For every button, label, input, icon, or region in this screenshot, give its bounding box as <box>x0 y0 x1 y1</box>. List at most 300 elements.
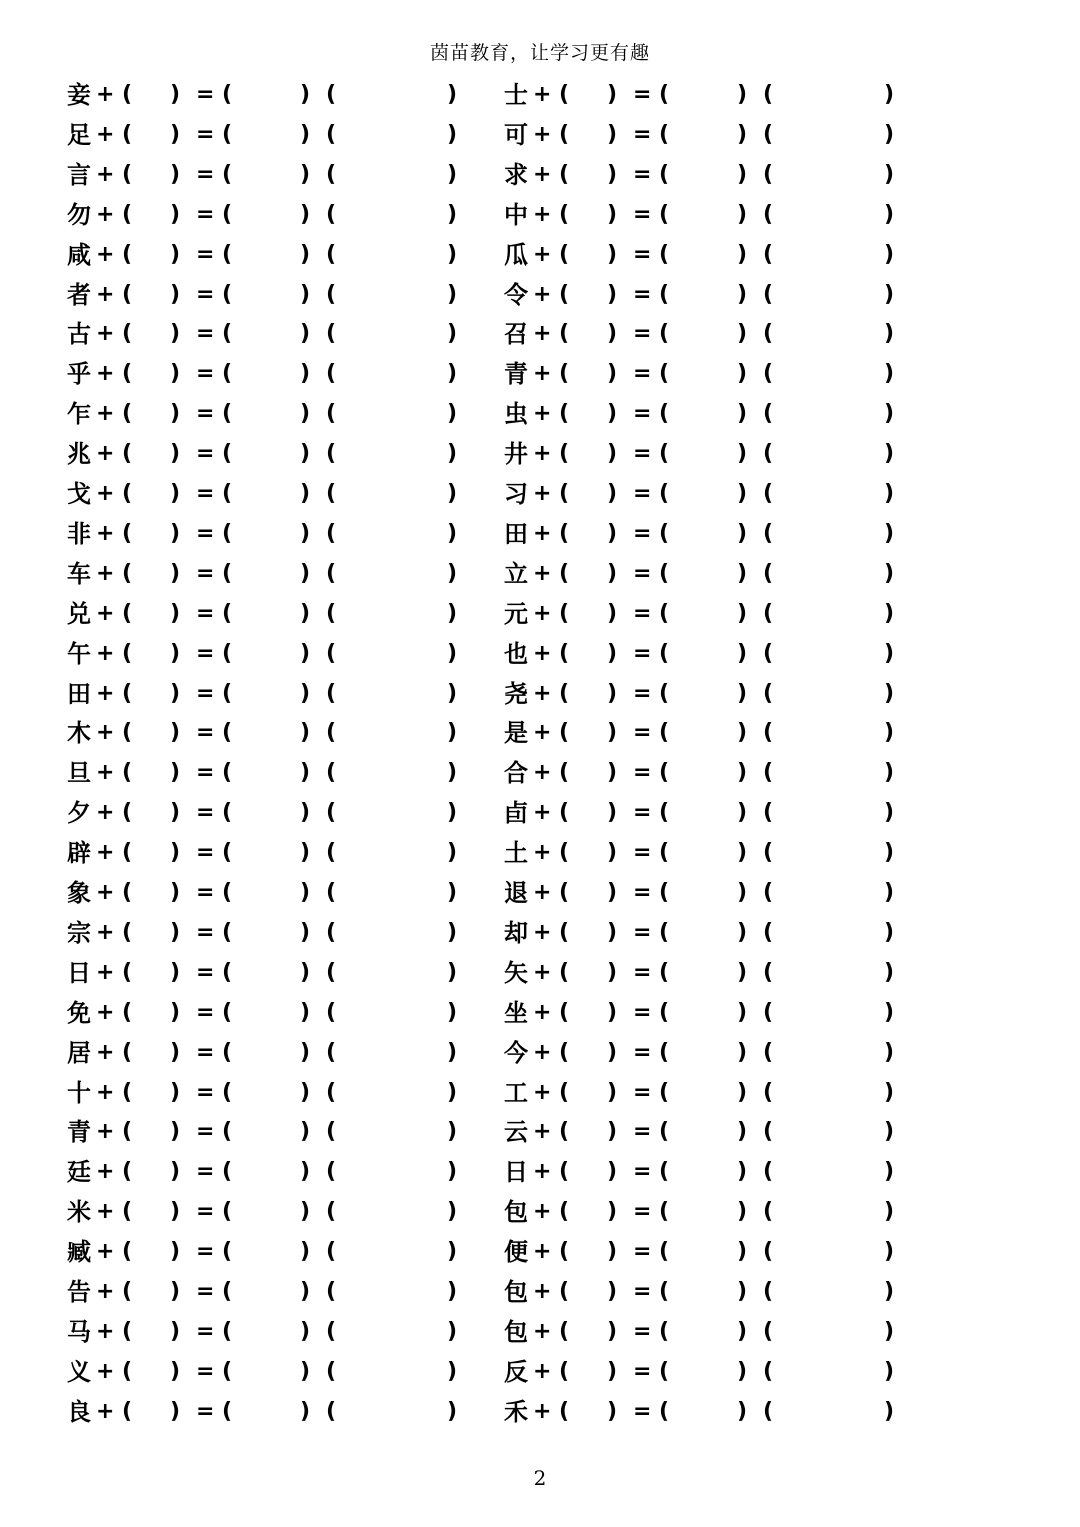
answer-char-open-paren: ( <box>659 760 670 786</box>
answer-char-open-paren: ( <box>222 161 233 187</box>
plus-sign: + <box>96 1279 115 1304</box>
plus-sign: + <box>96 361 115 387</box>
plus-sign: + <box>96 919 115 945</box>
exercise-row <box>0 594 1080 634</box>
blank-open-paren: ( <box>559 1119 570 1145</box>
answer-word-open-paren: ( <box>326 201 337 227</box>
answer-char-close-paren: ) <box>737 1239 748 1265</box>
plus-sign: + <box>533 1358 552 1384</box>
blank-close-paren: ) <box>607 201 618 227</box>
answer-word-open-paren: ( <box>326 321 337 347</box>
answer-char-close-paren: ) <box>300 1119 311 1145</box>
answer-char-open-paren: ( <box>659 121 670 147</box>
answer-word-close-paren: ) <box>447 880 458 905</box>
answer-word-close-paren: ) <box>447 201 458 227</box>
answer-char-close-paren: ) <box>300 640 311 666</box>
blank-open-paren: ( <box>559 361 570 387</box>
blank-open-paren: ( <box>559 241 570 267</box>
exercise-row <box>0 235 1080 275</box>
answer-char-open-paren: ( <box>222 1039 233 1065</box>
equals-sign: = <box>633 121 652 147</box>
answer-char-open-paren: ( <box>222 121 233 147</box>
equals-sign: = <box>633 680 652 706</box>
answer-word-close-paren: ) <box>884 880 895 905</box>
equals-sign: = <box>196 441 215 467</box>
answer-char-open-paren: ( <box>222 1279 233 1304</box>
blank-open-paren: ( <box>122 1398 133 1424</box>
equals-sign: = <box>633 1318 652 1344</box>
answer-word-close-paren: ) <box>884 1119 895 1145</box>
equals-sign: = <box>196 680 215 706</box>
plus-sign: + <box>96 800 115 826</box>
answer-word-open-paren: ( <box>326 600 337 626</box>
answer-word-open-paren: ( <box>326 1239 337 1265</box>
exercise-row <box>0 793 1080 833</box>
answer-word-close-paren: ) <box>447 321 458 347</box>
blank-close-paren: ) <box>607 481 618 506</box>
blank-close-paren: ) <box>170 880 181 905</box>
plus-sign: + <box>533 959 552 985</box>
base-character: 乎 <box>67 359 91 389</box>
answer-char-open-paren: ( <box>659 441 670 467</box>
blank-open-paren: ( <box>122 680 133 706</box>
plus-sign: + <box>533 321 552 347</box>
answer-char-open-paren: ( <box>222 1239 233 1265</box>
answer-word-close-paren: ) <box>447 1398 458 1424</box>
answer-char-close-paren: ) <box>300 959 311 985</box>
answer-char-close-paren: ) <box>737 560 748 586</box>
answer-word-close-paren: ) <box>447 82 458 107</box>
equals-sign: = <box>196 321 215 347</box>
answer-word-open-paren: ( <box>326 361 337 387</box>
blank-close-paren: ) <box>607 680 618 706</box>
answer-char-open-paren: ( <box>222 1199 233 1225</box>
blank-close-paren: ) <box>170 1079 181 1105</box>
equals-sign: = <box>633 401 652 427</box>
answer-word-close-paren: ) <box>447 959 458 985</box>
equals-sign: = <box>633 281 652 307</box>
answer-word-open-paren: ( <box>763 600 774 626</box>
equals-sign: = <box>633 481 652 506</box>
plus-sign: + <box>96 600 115 626</box>
answer-word-close-paren: ) <box>884 640 895 666</box>
blank-open-paren: ( <box>559 481 570 506</box>
answer-char-open-paren: ( <box>222 1358 233 1384</box>
exercise-row <box>0 1112 1080 1152</box>
blank-open-paren: ( <box>122 1279 133 1304</box>
blank-close-paren: ) <box>170 161 181 187</box>
answer-char-close-paren: ) <box>737 919 748 945</box>
exercise-row <box>0 75 1080 115</box>
base-character: 辟 <box>67 838 91 868</box>
base-character: 廷 <box>67 1157 91 1187</box>
blank-close-paren: ) <box>170 840 181 866</box>
plus-sign: + <box>96 880 115 905</box>
answer-word-open-paren: ( <box>763 1199 774 1225</box>
answer-char-close-paren: ) <box>737 441 748 467</box>
base-character: 士 <box>504 80 528 109</box>
answer-word-close-paren: ) <box>447 760 458 786</box>
equals-sign: = <box>196 1239 215 1265</box>
plus-sign: + <box>533 520 552 546</box>
answer-word-close-paren: ) <box>447 121 458 147</box>
blank-open-paren: ( <box>122 361 133 387</box>
answer-word-open-paren: ( <box>763 720 774 746</box>
equals-sign: = <box>196 1358 215 1384</box>
base-character: 便 <box>504 1237 528 1267</box>
answer-char-close-paren: ) <box>300 121 311 147</box>
plus-sign: + <box>533 720 552 746</box>
answer-char-open-paren: ( <box>222 880 233 905</box>
blank-open-paren: ( <box>122 760 133 786</box>
answer-char-close-paren: ) <box>300 999 311 1025</box>
equals-sign: = <box>633 161 652 187</box>
plus-sign: + <box>96 720 115 746</box>
answer-word-open-paren: ( <box>326 1199 337 1225</box>
base-character: 矢 <box>504 957 528 987</box>
page-number: 2 <box>533 1466 547 1490</box>
equals-sign: = <box>633 1398 652 1424</box>
base-character: 元 <box>504 598 528 628</box>
exercise-row <box>0 1312 1080 1352</box>
answer-word-open-paren: ( <box>326 720 337 746</box>
blank-close-paren: ) <box>607 600 618 626</box>
blank-open-paren: ( <box>559 959 570 985</box>
blank-open-paren: ( <box>559 680 570 706</box>
equals-sign: = <box>196 361 215 387</box>
blank-open-paren: ( <box>559 760 570 786</box>
answer-char-close-paren: ) <box>737 1159 748 1185</box>
answer-char-open-paren: ( <box>659 321 670 347</box>
blank-open-paren: ( <box>559 1398 570 1424</box>
answer-word-open-paren: ( <box>763 201 774 227</box>
answer-word-open-paren: ( <box>763 82 774 107</box>
answer-word-open-paren: ( <box>763 1079 774 1105</box>
blank-open-paren: ( <box>122 720 133 746</box>
base-character: 可 <box>504 119 528 149</box>
answer-word-open-paren: ( <box>763 361 774 387</box>
blank-open-paren: ( <box>559 161 570 187</box>
plus-sign: + <box>96 1119 115 1145</box>
plus-sign: + <box>533 680 552 706</box>
answer-word-open-paren: ( <box>326 1039 337 1065</box>
equals-sign: = <box>196 999 215 1025</box>
blank-open-paren: ( <box>559 640 570 666</box>
plus-sign: + <box>96 481 115 506</box>
answer-word-open-paren: ( <box>763 441 774 467</box>
blank-open-paren: ( <box>122 1318 133 1344</box>
blank-close-paren: ) <box>607 241 618 267</box>
blank-close-paren: ) <box>607 1398 618 1424</box>
exercise-row <box>0 753 1080 793</box>
answer-char-open-paren: ( <box>659 241 670 267</box>
base-character: 臧 <box>67 1237 91 1267</box>
answer-word-open-paren: ( <box>326 919 337 945</box>
blank-open-paren: ( <box>559 1159 570 1185</box>
base-character: 青 <box>67 1117 91 1147</box>
answer-char-close-paren: ) <box>737 121 748 147</box>
plus-sign: + <box>96 201 115 227</box>
plus-sign: + <box>533 880 552 905</box>
answer-char-close-paren: ) <box>737 520 748 546</box>
answer-char-close-paren: ) <box>737 281 748 307</box>
base-character: 土 <box>504 838 528 868</box>
answer-char-open-paren: ( <box>659 1239 670 1265</box>
answer-char-open-paren: ( <box>222 401 233 427</box>
blank-close-paren: ) <box>607 1079 618 1105</box>
answer-word-open-paren: ( <box>326 760 337 786</box>
blank-close-paren: ) <box>607 1199 618 1225</box>
equals-sign: = <box>196 720 215 746</box>
equals-sign: = <box>196 760 215 786</box>
answer-char-close-paren: ) <box>737 720 748 746</box>
plus-sign: + <box>533 1199 552 1225</box>
blank-open-paren: ( <box>559 441 570 467</box>
blank-close-paren: ) <box>170 720 181 746</box>
base-character: 工 <box>504 1077 528 1107</box>
answer-char-close-paren: ) <box>300 281 311 307</box>
answer-word-close-paren: ) <box>447 560 458 586</box>
blank-close-paren: ) <box>170 401 181 427</box>
answer-word-open-paren: ( <box>326 121 337 147</box>
answer-char-open-paren: ( <box>222 441 233 467</box>
equals-sign: = <box>633 1279 652 1304</box>
base-character: 免 <box>67 997 91 1027</box>
answer-char-open-paren: ( <box>222 481 233 506</box>
equals-sign: = <box>196 161 215 187</box>
base-character: 田 <box>67 678 91 708</box>
base-character: 求 <box>504 159 528 189</box>
base-character: 日 <box>504 1157 528 1187</box>
answer-word-open-paren: ( <box>326 1279 337 1304</box>
answer-word-open-paren: ( <box>763 560 774 586</box>
answer-char-close-paren: ) <box>300 800 311 826</box>
blank-open-paren: ( <box>559 1318 570 1344</box>
answer-char-close-paren: ) <box>300 481 311 506</box>
answer-char-close-paren: ) <box>737 1199 748 1225</box>
answer-word-close-paren: ) <box>447 520 458 546</box>
answer-char-close-paren: ) <box>300 760 311 786</box>
exercise-row <box>0 434 1080 474</box>
blank-open-paren: ( <box>559 281 570 307</box>
plus-sign: + <box>96 82 115 107</box>
blank-close-paren: ) <box>170 800 181 826</box>
blank-close-paren: ) <box>607 560 618 586</box>
answer-char-close-paren: ) <box>300 361 311 387</box>
base-character: 车 <box>67 558 91 588</box>
answer-char-close-paren: ) <box>737 401 748 427</box>
answer-word-open-paren: ( <box>326 560 337 586</box>
equals-sign: = <box>633 1358 652 1384</box>
base-character: 马 <box>67 1316 91 1346</box>
answer-char-close-paren: ) <box>300 401 311 427</box>
answer-word-close-paren: ) <box>447 241 458 267</box>
equals-sign: = <box>196 401 215 427</box>
equals-sign: = <box>633 1159 652 1185</box>
plus-sign: + <box>96 520 115 546</box>
plus-sign: + <box>533 1159 552 1185</box>
answer-char-close-paren: ) <box>300 840 311 866</box>
plus-sign: + <box>96 560 115 586</box>
answer-word-close-paren: ) <box>884 1239 895 1265</box>
equals-sign: = <box>633 441 652 467</box>
answer-word-open-paren: ( <box>763 1159 774 1185</box>
answer-word-close-paren: ) <box>447 1199 458 1225</box>
answer-char-close-paren: ) <box>300 1318 311 1344</box>
blank-open-paren: ( <box>122 401 133 427</box>
plus-sign: + <box>533 760 552 786</box>
equals-sign: = <box>196 1079 215 1105</box>
answer-word-open-paren: ( <box>763 520 774 546</box>
plus-sign: + <box>533 1239 552 1265</box>
exercise-row <box>0 1272 1080 1312</box>
plus-sign: + <box>533 1279 552 1304</box>
plus-sign: + <box>96 760 115 786</box>
base-character: 包 <box>504 1197 528 1227</box>
base-character: 足 <box>67 119 91 149</box>
answer-char-close-paren: ) <box>737 999 748 1025</box>
blank-open-paren: ( <box>559 401 570 427</box>
base-character: 包 <box>504 1316 528 1346</box>
plus-sign: + <box>533 919 552 945</box>
blank-close-paren: ) <box>607 121 618 147</box>
answer-word-open-paren: ( <box>326 1159 337 1185</box>
plus-sign: + <box>96 959 115 985</box>
answer-char-open-paren: ( <box>659 1358 670 1384</box>
answer-word-open-paren: ( <box>326 880 337 905</box>
plus-sign: + <box>96 840 115 866</box>
answer-word-close-paren: ) <box>884 481 895 506</box>
answer-word-close-paren: ) <box>447 840 458 866</box>
equals-sign: = <box>633 880 652 905</box>
answer-word-open-paren: ( <box>763 1119 774 1145</box>
answer-char-open-paren: ( <box>222 1318 233 1344</box>
base-character: 十 <box>67 1077 91 1107</box>
plus-sign: + <box>96 680 115 706</box>
answer-word-open-paren: ( <box>326 1398 337 1424</box>
answer-char-open-paren: ( <box>659 640 670 666</box>
answer-char-open-paren: ( <box>222 321 233 347</box>
blank-open-paren: ( <box>559 520 570 546</box>
blank-open-paren: ( <box>122 201 133 227</box>
equals-sign: = <box>196 880 215 905</box>
answer-char-open-paren: ( <box>659 361 670 387</box>
answer-char-open-paren: ( <box>222 959 233 985</box>
equals-sign: = <box>633 82 652 107</box>
blank-close-paren: ) <box>170 1159 181 1185</box>
answer-char-close-paren: ) <box>737 760 748 786</box>
blank-close-paren: ) <box>170 1318 181 1344</box>
base-character: 象 <box>67 878 91 907</box>
blank-open-paren: ( <box>559 600 570 626</box>
answer-char-close-paren: ) <box>737 161 748 187</box>
equals-sign: = <box>196 281 215 307</box>
answer-char-close-paren: ) <box>300 600 311 626</box>
base-character: 井 <box>504 439 528 469</box>
blank-open-paren: ( <box>122 241 133 267</box>
base-character: 云 <box>504 1117 528 1147</box>
answer-char-open-paren: ( <box>222 361 233 387</box>
blank-close-paren: ) <box>170 201 181 227</box>
blank-close-paren: ) <box>170 680 181 706</box>
base-character: 召 <box>504 319 528 349</box>
plus-sign: + <box>533 161 552 187</box>
answer-char-open-paren: ( <box>659 401 670 427</box>
base-character: 古 <box>67 319 91 349</box>
base-character: 良 <box>67 1396 91 1426</box>
answer-word-open-paren: ( <box>763 880 774 905</box>
blank-open-paren: ( <box>559 1199 570 1225</box>
blank-open-paren: ( <box>122 840 133 866</box>
blank-open-paren: ( <box>559 201 570 227</box>
equals-sign: = <box>196 640 215 666</box>
answer-word-close-paren: ) <box>884 959 895 985</box>
plus-sign: + <box>96 401 115 427</box>
blank-close-paren: ) <box>607 1039 618 1065</box>
base-character: 也 <box>504 638 528 668</box>
answer-char-close-paren: ) <box>300 1398 311 1424</box>
blank-open-paren: ( <box>122 121 133 147</box>
answer-word-close-paren: ) <box>447 1318 458 1344</box>
equals-sign: = <box>196 1318 215 1344</box>
exercise-row <box>0 275 1080 315</box>
blank-open-paren: ( <box>122 1079 133 1105</box>
equals-sign: = <box>633 800 652 826</box>
blank-close-paren: ) <box>607 880 618 905</box>
blank-close-paren: ) <box>607 520 618 546</box>
base-character: 兆 <box>67 439 91 469</box>
equals-sign: = <box>196 800 215 826</box>
answer-char-open-paren: ( <box>222 999 233 1025</box>
plus-sign: + <box>96 161 115 187</box>
blank-open-paren: ( <box>122 999 133 1025</box>
answer-char-open-paren: ( <box>659 1039 670 1065</box>
equals-sign: = <box>196 1199 215 1225</box>
answer-char-open-paren: ( <box>659 720 670 746</box>
equals-sign: = <box>633 321 652 347</box>
base-character: 乍 <box>67 399 91 429</box>
answer-char-close-paren: ) <box>737 241 748 267</box>
blank-open-paren: ( <box>122 1119 133 1145</box>
plus-sign: + <box>96 281 115 307</box>
equals-sign: = <box>196 1159 215 1185</box>
blank-open-paren: ( <box>559 560 570 586</box>
answer-char-open-paren: ( <box>222 800 233 826</box>
answer-char-close-paren: ) <box>737 680 748 706</box>
base-character: 午 <box>67 638 91 668</box>
answer-char-close-paren: ) <box>737 481 748 506</box>
base-character: 旦 <box>67 758 91 788</box>
answer-word-close-paren: ) <box>884 919 895 945</box>
equals-sign: = <box>196 600 215 626</box>
answer-char-close-paren: ) <box>737 361 748 387</box>
equals-sign: = <box>196 82 215 107</box>
plus-sign: + <box>96 121 115 147</box>
equals-sign: = <box>633 999 652 1025</box>
equals-sign: = <box>633 241 652 267</box>
answer-char-close-paren: ) <box>737 600 748 626</box>
answer-word-close-paren: ) <box>884 321 895 347</box>
plus-sign: + <box>96 1318 115 1344</box>
answer-char-open-paren: ( <box>222 520 233 546</box>
answer-word-open-paren: ( <box>326 680 337 706</box>
answer-word-open-paren: ( <box>763 919 774 945</box>
exercise-row <box>0 554 1080 594</box>
answer-word-open-paren: ( <box>763 1318 774 1344</box>
exercise-row <box>0 873 1080 913</box>
blank-open-paren: ( <box>559 321 570 347</box>
base-character: 夕 <box>67 798 91 828</box>
